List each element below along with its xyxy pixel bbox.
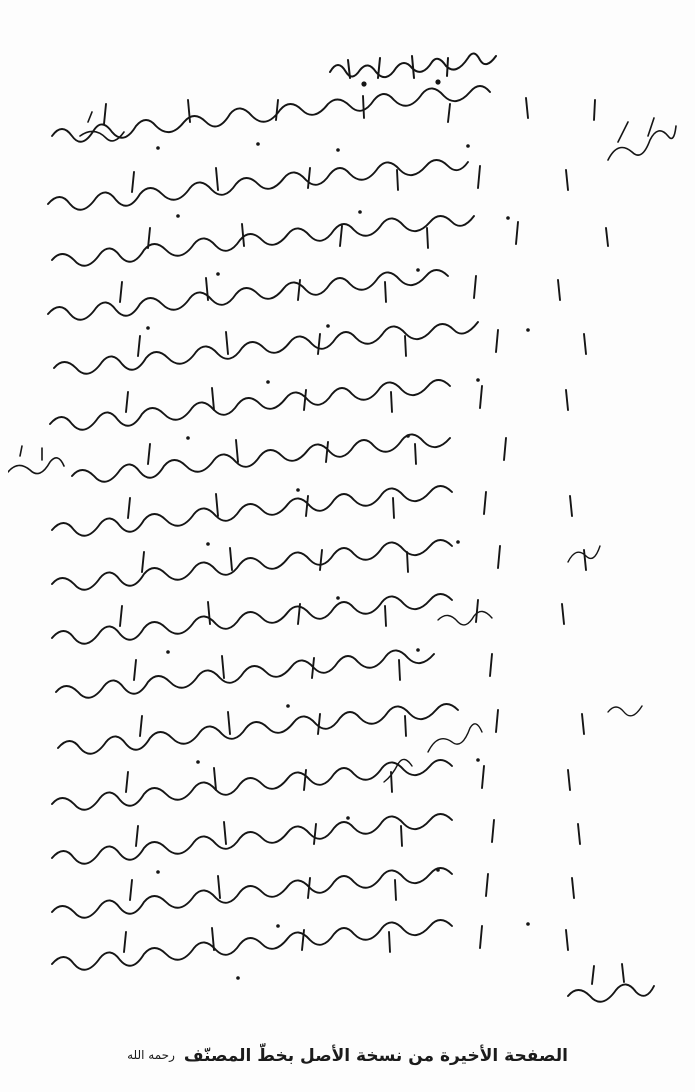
diacritic-dots xyxy=(146,142,530,980)
basmala-heading xyxy=(330,53,496,85)
margin-note-left xyxy=(8,446,64,474)
page-caption xyxy=(0,1046,695,1076)
manuscript-ink xyxy=(8,52,688,1012)
caption-honorific: رحمه الله xyxy=(127,1048,175,1062)
text-body xyxy=(48,86,654,1002)
margin-note-top xyxy=(608,118,676,160)
handwritten-manuscript xyxy=(8,52,688,1012)
caption-text: الصفحة الأخيرة من نسخة الأصل بخطّ المصنّف xyxy=(183,1046,568,1066)
interlinear-notes xyxy=(384,546,642,782)
